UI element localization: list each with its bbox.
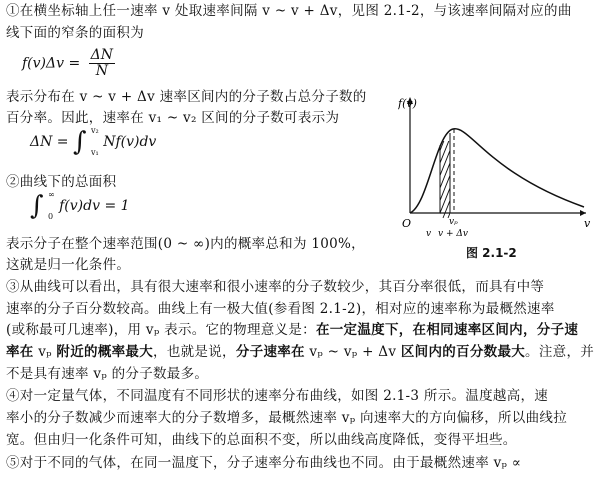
text-d: 。注意，并 (525, 344, 595, 360)
vp-label: vₚ (449, 217, 458, 227)
formula2-lhs: ΔN = (30, 134, 69, 150)
formula-fraction (22, 48, 115, 79)
text-b: ，也就是说， (153, 344, 236, 360)
formula2-integrand: Nf(v)dv (103, 134, 157, 150)
integral-sign: ∫ (30, 191, 44, 221)
integral-limits (91, 126, 99, 157)
fraction-denominator: N (95, 63, 108, 79)
bold-d: 区间内的百分数最大 (400, 344, 526, 360)
interval-right-label: v + Δv (438, 229, 468, 239)
paragraph7-line1: ⑤对于不同的气体，在同一温度下，分子速率分布曲线也不同。由于最概然速率 vₚ ∝ (6, 455, 522, 471)
paragraph4-line1: 表示分子在整个速率范围(0 ~ ∞)内的概率总和为 100%， (6, 236, 365, 252)
paragraph1-line1: ①在横坐标轴上任一速率 v 处取速率间隔 v ~ v + Δv，见图 2.1-2，与该速率间隔对应的曲 (6, 3, 572, 19)
fraction-numerator: ΔN (90, 47, 114, 63)
integral-sign: ∫ (73, 127, 87, 157)
x-axis-label: v (584, 217, 591, 230)
paragraph6-line1: ④对一定量气体，不同温度有不同形状的速率分布曲线，如图 2.1-3 所示。温度越高，速 (6, 388, 549, 404)
paragraph1-line2: 线下面的窄条的面积为 (6, 25, 144, 41)
distribution-curve (410, 129, 584, 213)
paragraph5-line5: 不是具有速率 vₚ 的分子数最多。 (6, 366, 209, 382)
bold-b: 附近的概率最大 (56, 344, 154, 360)
lower-limit: v₁ (91, 148, 99, 157)
paragraph5-line2: 速率的分子百分数较高。曲线上有一极大值(参看图 2.1-2)，相对应的速率称为最概然速率 (6, 301, 555, 317)
origin-label: O (402, 217, 412, 230)
paragraph5-line4 (6, 344, 594, 360)
bold-c: 分子速率在 (235, 344, 305, 360)
integral-limits (48, 190, 55, 221)
shaded-strip (410, 118, 584, 218)
paragraph4-line2: 这就是归一化条件。 (6, 257, 131, 273)
formula3-integrand: f(v)dv = 1 (59, 198, 130, 214)
line3-text: (或称最可几速率)，用 vₚ 表示。它的物理意义是： (6, 322, 316, 338)
fraction (89, 48, 115, 79)
maxwell-distribution-figure (398, 93, 594, 243)
interval-left-label: v (426, 229, 432, 239)
paragraph5-line3 (6, 322, 578, 338)
lower-limit: 0 (48, 212, 54, 221)
paragraph2-line2: 百分率。因此，速率在 v₁ ~ v₂ 区间的分子数可表示为 (6, 110, 340, 126)
bold-a: 率在 (6, 344, 34, 360)
text-c: vₚ ~ vₚ + Δv (304, 344, 401, 360)
paragraph5-line1: ③从曲线可以看出，具有很大速率和很小速率的分子数较少，其百分率很低，而具有中等 (6, 279, 545, 295)
paragraph2-line1: 表示分布在 v ~ v + Δv 速率区间内的分子数占总分子数的 (6, 89, 367, 105)
strip-top-mask (440, 93, 450, 141)
text-a: vₚ (33, 344, 57, 360)
formula-normalization (30, 190, 130, 221)
paragraph6-line3: 宽。但由归一化条件可知，曲线下的总面积不变，所以曲线高度降低，变得平坦些。 (6, 432, 517, 448)
x-axis-arrow-icon (580, 210, 586, 216)
formula-integral-deltaN (30, 126, 157, 157)
upper-limit: v₂ (91, 126, 99, 135)
upper-limit: ∞ (48, 190, 55, 199)
y-axis-label: f(v) (398, 97, 417, 110)
figure-caption: 图 2.1-2 (466, 246, 517, 260)
paragraph6-line2: 率小的分子数减少而速率大的分子数增多，最概然速率 vₚ 向速率大的方向偏移，所以曲线拉 (6, 410, 568, 426)
formula1-lhs: f(v)Δv = (22, 55, 81, 72)
paragraph3-line1: ②曲线下的总面积 (6, 174, 117, 190)
area-helper (410, 129, 584, 213)
line3-bold: 在一定温度下，在相同速率区间内，分子速 (315, 322, 579, 338)
